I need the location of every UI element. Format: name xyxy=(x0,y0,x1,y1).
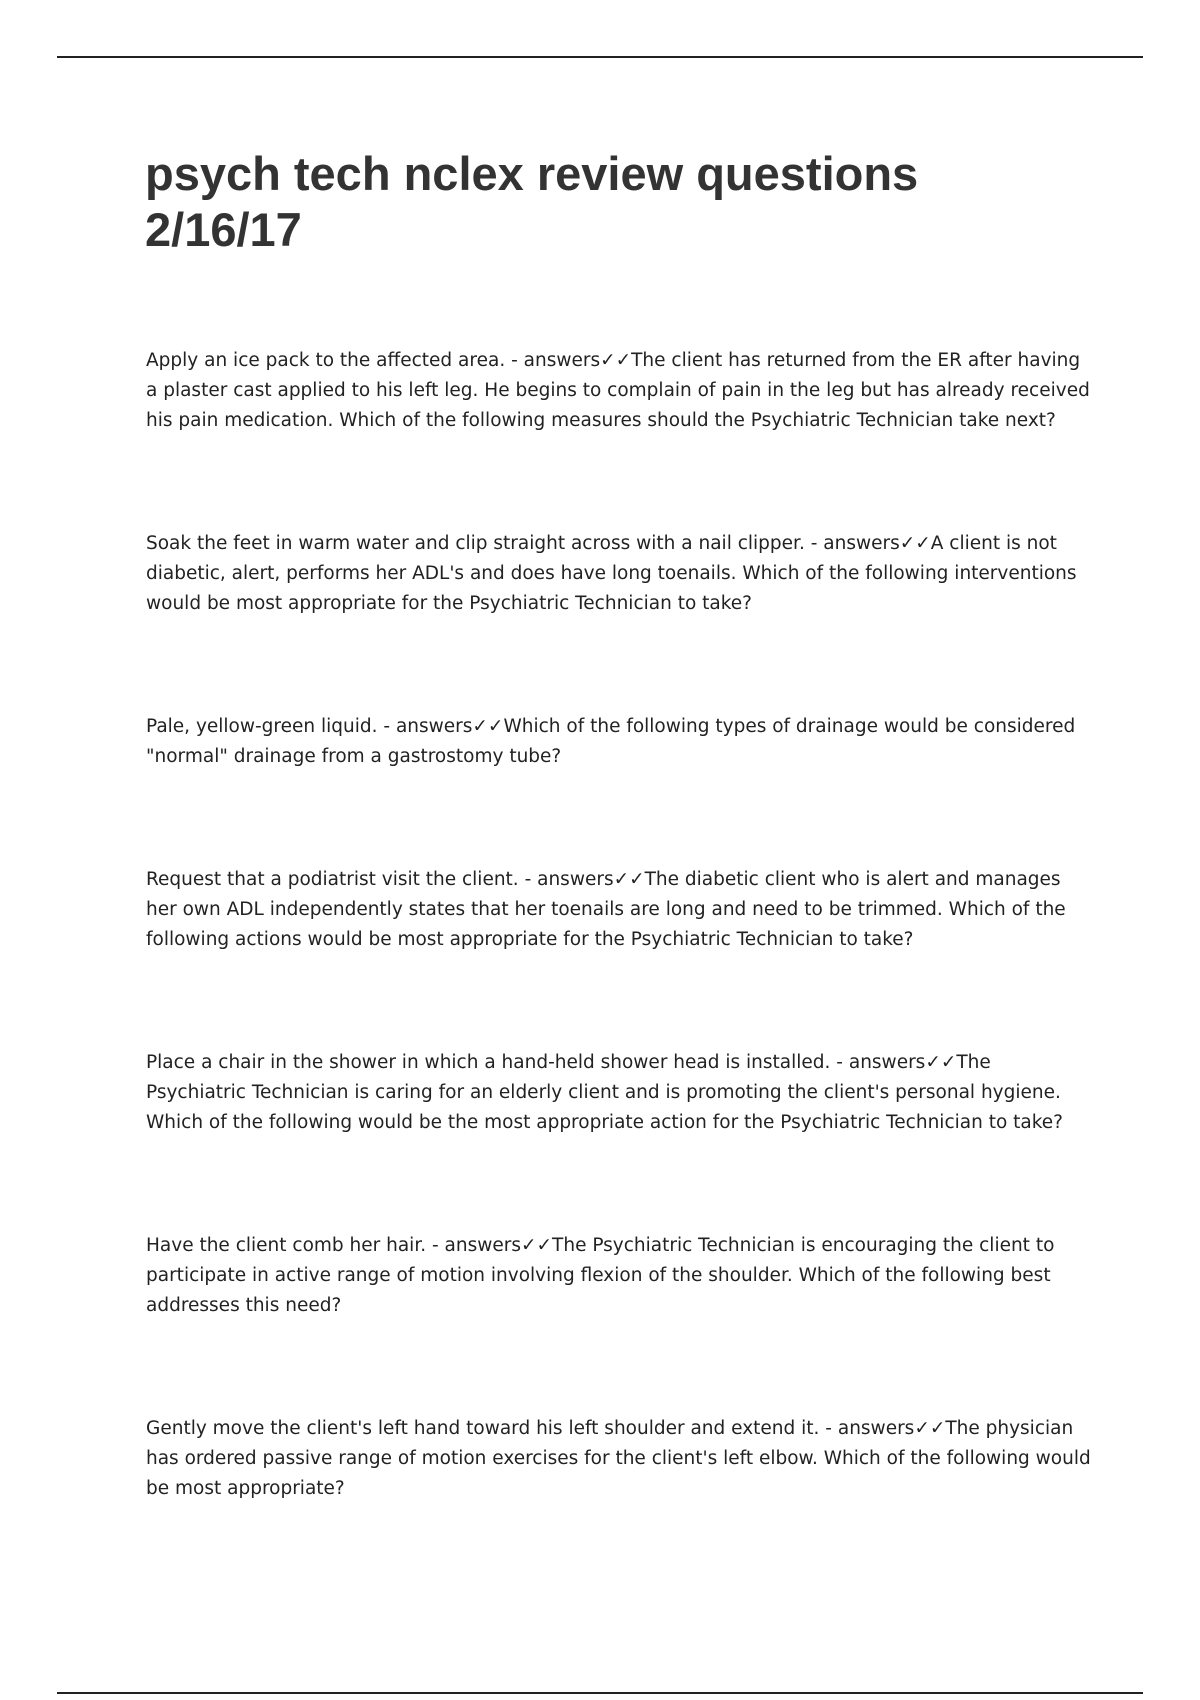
qa-item xyxy=(146,346,1096,436)
answer-text: Place a chair in the shower in which a hand-held shower head is installed. xyxy=(146,1052,831,1073)
answers-separator: - answers xyxy=(426,1235,522,1256)
question-text: Which of the following types of drainage would be considered "normal" drainage from a gastrostomy tube? xyxy=(146,716,1076,767)
check-marks: ✓✓ xyxy=(899,533,931,554)
bottom-divider xyxy=(57,1692,1143,1694)
qa-item xyxy=(146,1414,1096,1504)
check-marks: ✓✓ xyxy=(914,1418,946,1439)
document-title xyxy=(145,146,1045,258)
answer-text: Soak the feet in warm water and clip straight across with a nail clipper. xyxy=(146,533,805,554)
answers-separator: - answers xyxy=(518,869,614,890)
qa-list xyxy=(146,346,1096,1504)
answers-separator: - answers xyxy=(505,350,601,371)
title-line-2: 2/16/17 xyxy=(145,203,302,256)
qa-item xyxy=(146,712,1096,772)
qa-item xyxy=(146,865,1096,955)
answer-text: Gently move the client's left hand toward his left shoulder and extend it. xyxy=(146,1418,820,1439)
answer-text: Apply an ice pack to the affected area. xyxy=(146,350,506,371)
check-marks: ✓✓ xyxy=(472,716,504,737)
answer-text: Request that a podiatrist visit the client. xyxy=(146,869,519,890)
top-divider xyxy=(57,56,1143,58)
question-text: The physician has ordered passive range of motion exercises for the client's left elbow. Which of the following would be most appropriate? xyxy=(146,1418,1091,1499)
question-text: The diabetic client who is alert and manages her own ADL independently states that her toenails are long and need to be trimmed. Which of the following actions would be most appropriate for the Psychiatric Technician to take? xyxy=(146,869,1066,950)
check-marks: ✓✓ xyxy=(521,1235,553,1256)
check-marks: ✓✓ xyxy=(613,869,645,890)
qa-item xyxy=(146,1231,1096,1321)
qa-item xyxy=(146,529,1096,619)
question-text: The Psychiatric Technician is caring for an elderly client and is promoting the client's personal hygiene. Which of the following would be the most appropriate action for the Psychiatric Technician to take? xyxy=(146,1052,1063,1133)
question-text: The client has returned from the ER after having a plaster cast applied to his left leg. He begins to complain of pain in the leg but has already received his pain medication. Which of the following measures should the Psychiatric Technician take next? xyxy=(146,350,1090,431)
check-marks: ✓✓ xyxy=(600,350,632,371)
qa-item xyxy=(146,1048,1096,1138)
question-text: The Psychiatric Technician is encouraging the client to participate in active range of motion involving flexion of the shoulder. Which of the following best addresses this need? xyxy=(146,1235,1055,1316)
check-marks: ✓✓ xyxy=(925,1052,957,1073)
answer-text: Pale, yellow-green liquid. xyxy=(146,716,378,737)
title-line-1: psych tech nclex review questions xyxy=(145,147,919,200)
answers-separator: - answers xyxy=(377,716,473,737)
answers-separator: - answers xyxy=(830,1052,926,1073)
answers-separator: - answers xyxy=(804,533,900,554)
answer-text: Have the client comb her hair. xyxy=(146,1235,427,1256)
question-text: A client is not diabetic, alert, performs her ADL's and does have long toenails. Which of the following interventions would be most appropriate for the Psychiatric Technician to take? xyxy=(146,533,1077,614)
answers-separator: - answers xyxy=(819,1418,915,1439)
